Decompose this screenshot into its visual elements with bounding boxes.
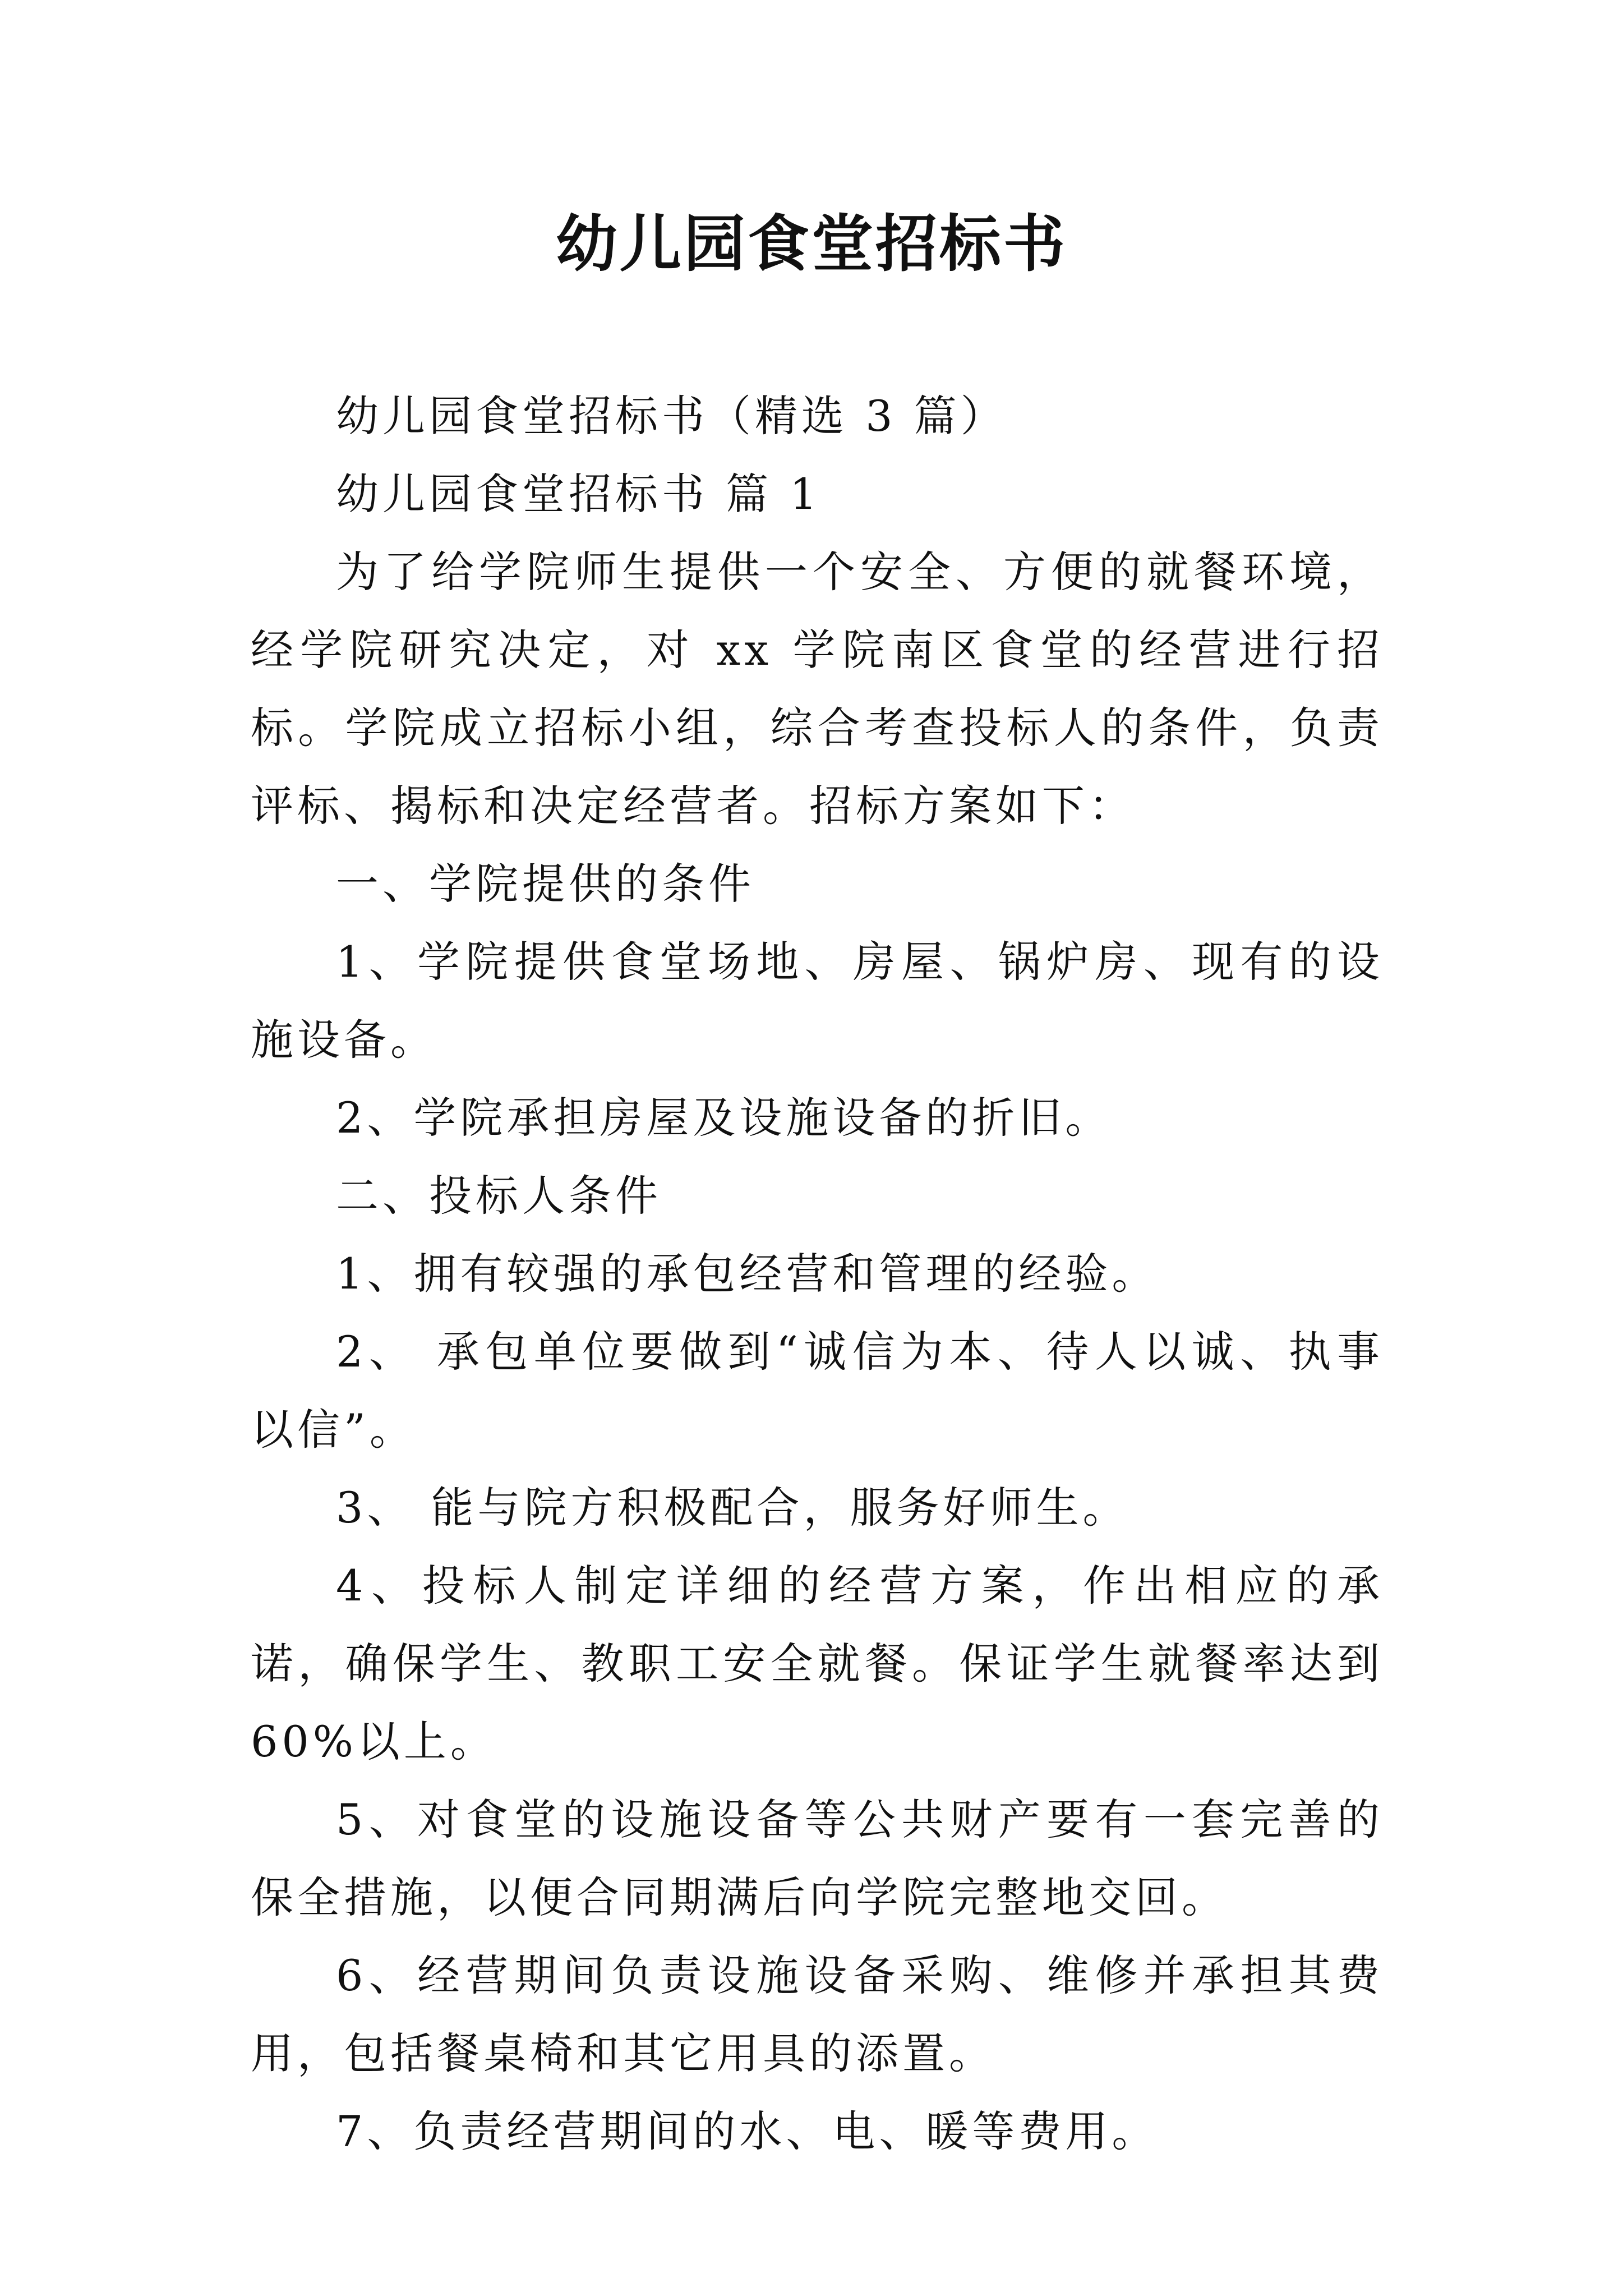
list-item: 1、学院提供食堂场地、房屋、锅炉房、现有的设施设备。 (251, 937, 1384, 1065)
list-item: 2、 承包单位要做到“诚信为本、待人以诚、执事以信”。 (251, 1327, 1384, 1455)
subtitle-paragraph: 幼儿园食堂招标书（精选 3 篇） (336, 391, 1007, 441)
intro-paragraph: 为了给学院师生提供一个安全、方便的就餐环境，经学院研究决定，对 xx 学院南区食堂的经营进行招标。学院成立招标小组，综合考查投标人的条件，负责评标、揭标和决定经营者。招标方案如下： (251, 547, 1384, 831)
list-item: 5、对食堂的设施设备等公共财产要有一套完善的保全措施，以便合同期满后向学院完整地交回。 (251, 1795, 1384, 1922)
list-item: 4、投标人制定详细的经营方案，作出相应的承诺，确保学生、教职工安全就餐。保证学生就餐率达到 60%以上。 (251, 1561, 1384, 1766)
heading-conditions-provided: 一、学院提供的条件 (336, 859, 755, 909)
document-title: 幼儿园食堂招标书 (556, 208, 1067, 280)
heading-bidder-conditions: 二、投标人条件 (336, 1171, 662, 1221)
list-item: 1、拥有较强的承包经营和管理的经验。 (336, 1249, 1159, 1299)
document-body (251, 377, 1384, 2170)
list-item: 6、经营期间负责设施设备采购、维修并承担其费用，包括餐桌椅和其它用具的添置。 (251, 1950, 1384, 2078)
list-item: 3、 能与院方积极配合，服务好师生。 (336, 1483, 1129, 1533)
section-heading: 幼儿园食堂招标书 篇 1 (336, 469, 821, 519)
list-item: 7、负责经营期间的水、电、暖等费用。 (336, 2106, 1159, 2156)
list-item: 2、学院承担房屋及设施设备的折旧。 (336, 1093, 1112, 1143)
